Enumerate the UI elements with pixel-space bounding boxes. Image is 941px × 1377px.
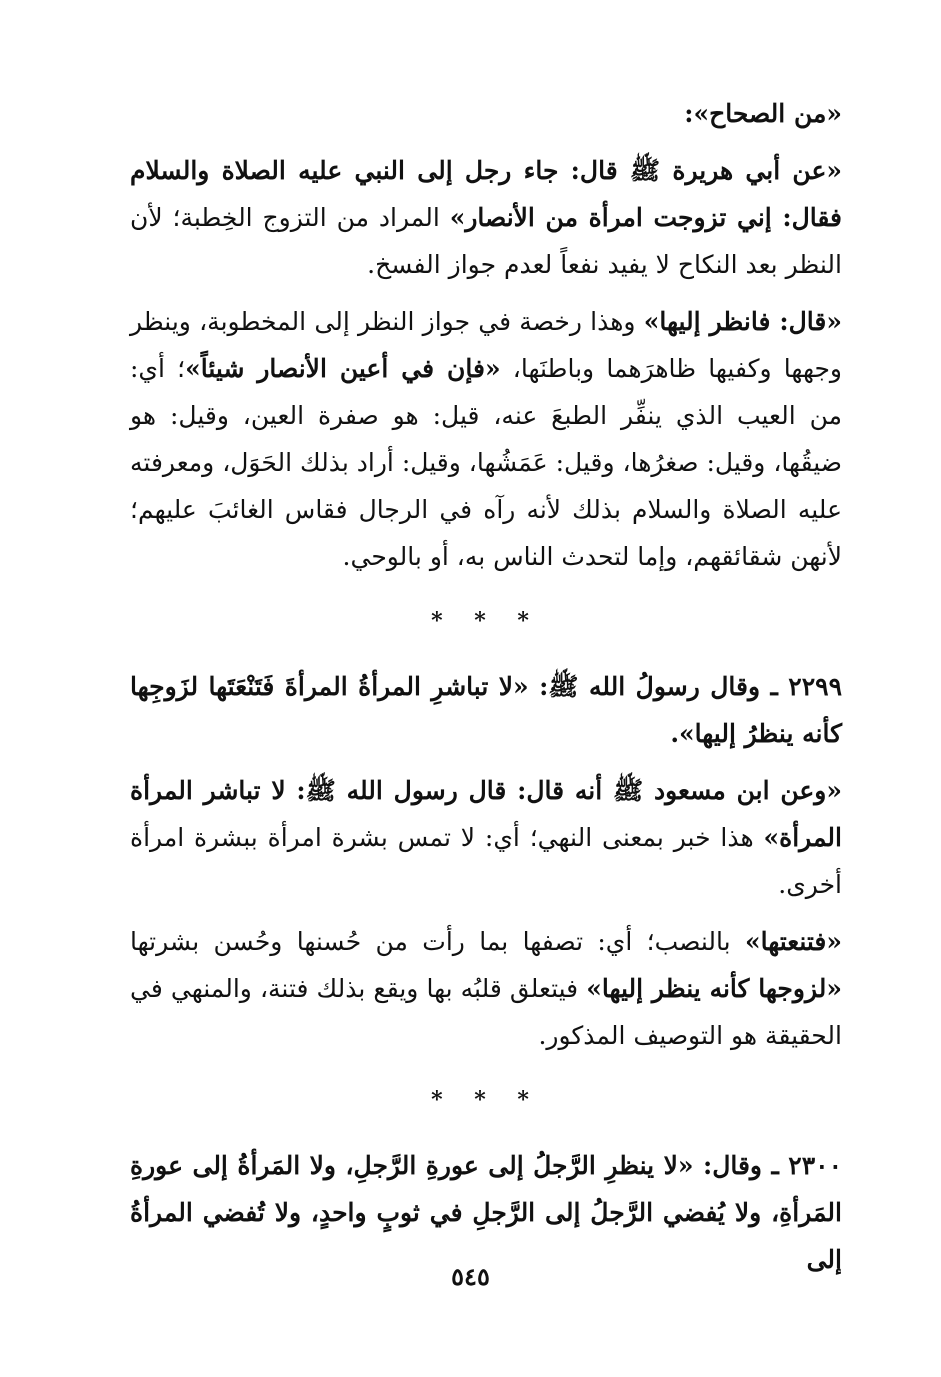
page-number: ٥٤٥ xyxy=(451,1262,490,1291)
commentary-text: هذا خبر بمعنى النهي؛ أي: لا تمس بشرة امرأة ببشرة امرأة أخرى. xyxy=(130,823,842,899)
commentary-text: وهذا رخصة في جواز النظر إلى المخطوبة، وينظر وجهها وكفيها ظاهرَهما وباطنَها، xyxy=(130,307,842,383)
hadith-quote: «فتنعتها» xyxy=(744,927,842,956)
paragraph-ibn-masud xyxy=(130,767,842,908)
paragraph-hadith-2299 xyxy=(130,663,842,757)
hadith-quote: «لزوجها كأنه ينظر إليها» xyxy=(586,974,842,1003)
commentary-text: المراد من التزوج الخِطبة؛ لأن النظر بعد النكاح لا يفيد نفعاً لعدم جواز الفسخ. xyxy=(130,203,842,279)
heading-text: «من الصحاح»: xyxy=(684,99,842,128)
commentary-text: بالنصب؛ أي: تصفها بما رأت من حُسنها وحُسن بشرتها xyxy=(130,927,745,956)
paragraph-abu-hurayra xyxy=(130,147,842,288)
hadith-quote: «قال: فانظر إليها» xyxy=(643,307,842,336)
hadith-quote: «فإن في أعين الأنصار شيئاً» xyxy=(185,354,501,383)
hadith-quote: «وعن ابن مسعود ﷺ أنه قال: قال رسول الله ﷺ: لا تباشر المرأة المرأة» xyxy=(130,776,842,852)
section-separator: * * * xyxy=(431,608,541,634)
hadith-quote: «عن أبي هريرة ﷺ قال: جاء رجل إلى النبي عليه الصلاة والسلام فقال: إني تزوجت امرأة من الأنصار» xyxy=(130,156,842,232)
paragraph-fatanatuha xyxy=(130,918,842,1059)
page-body xyxy=(130,90,842,1293)
section-separator: * * * xyxy=(431,1087,541,1113)
hadith-text: ٢٢٩٩ ـ وقال رسولُ الله ﷺ: «لا تباشرِ المرأةُ المرأةَ فَتَنْعَتَها لزَوجِها كأنه ينظرُ إليها». xyxy=(130,672,842,748)
commentary-text: ؛ أي: من العيب الذي ينفِّر الطبعَ عنه، قيل: هو صفرة العين، وقيل: هو ضيقُها، وقيل: صغرُها، وقيل: عَمَشُها، وقيل: أراد بذلك الحَوَل، ومعرفته عليه الصلاة والسلام بذلك لأنه رآه في الرجال فقاس الغائبَ عليهم؛ لأنهن شقائقهم، وإما لتحدث الناس به، أو بالوحي. xyxy=(130,354,842,571)
paragraph-look-at-her xyxy=(130,298,842,580)
paragraph-heading xyxy=(130,90,842,137)
commentary-text: فيتعلق قلبُه بها ويقع بذلك فتنة، والمنهي في الحقيقة هو التوصيف المذكور. xyxy=(130,974,842,1050)
hadith-text: ٢٣٠٠ ـ وقال: «لا ينظرِ الرَّجلُ إلى عورةِ الرَّجلِ، ولا المَرأةُ إلى عورةِ المَرأةِ، ولا يُفضي الرَّجلُ إلى الرَّجلِ في ثوبٍ واحدٍ، ولا تُفضي المرأةُ إلى xyxy=(130,1151,842,1274)
